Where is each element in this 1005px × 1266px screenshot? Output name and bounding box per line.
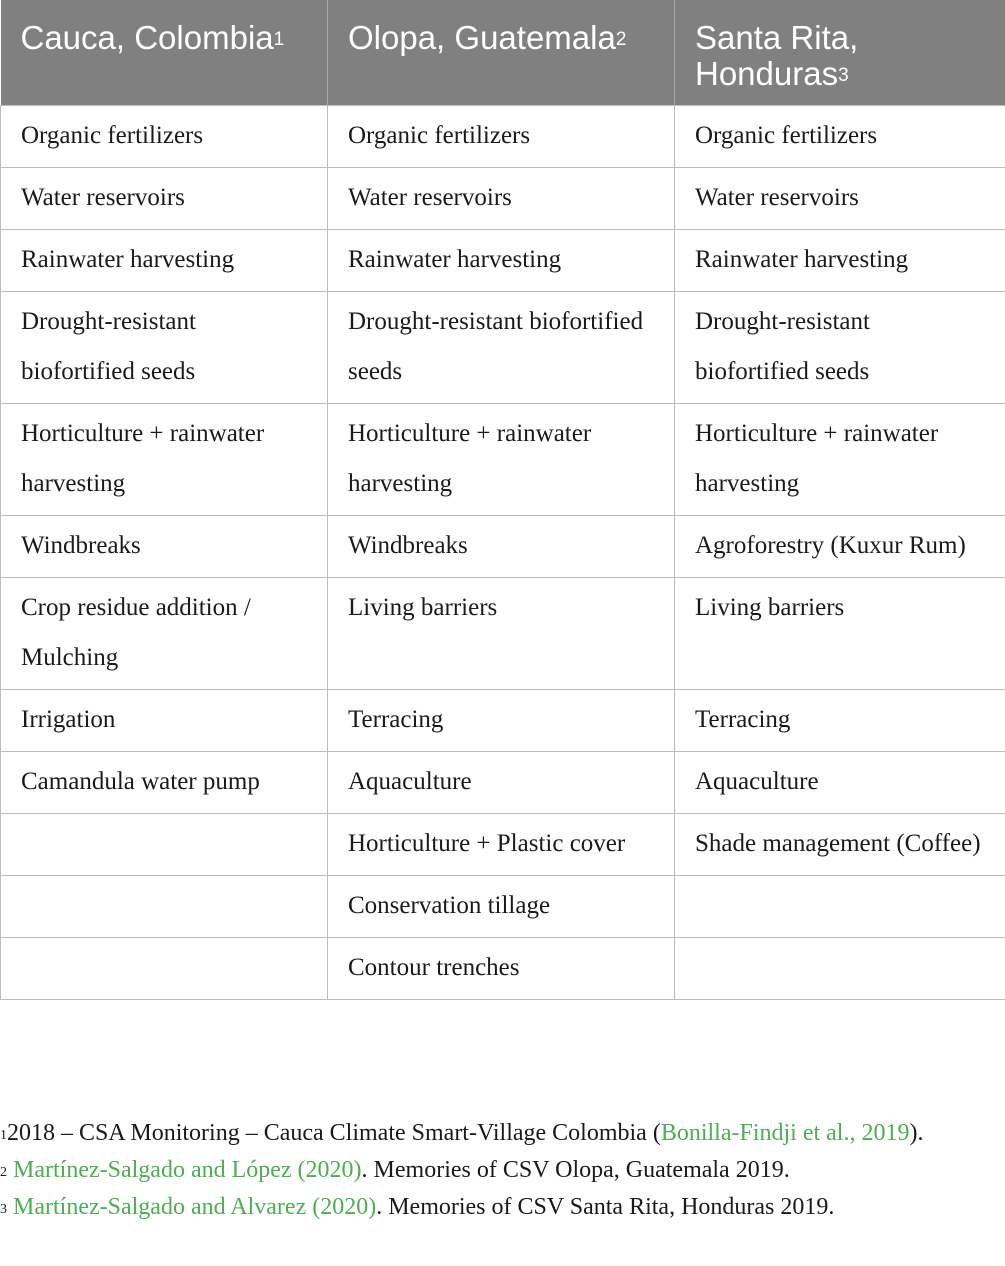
table-cell: Aquaculture xyxy=(328,752,675,814)
table-cell: Camandula water pump xyxy=(1,752,328,814)
table-cell xyxy=(675,938,1005,1000)
table-row xyxy=(1,578,1005,690)
table-cell: Rainwater harvesting xyxy=(328,230,675,292)
header-santa-rita: Santa Rita, Honduras$^3$ xyxy=(675,0,1005,106)
footnote-ref: 3 xyxy=(838,65,849,86)
header-row xyxy=(1,0,1005,106)
table-cell: Organic fertilizers xyxy=(328,106,675,168)
table-cell: Drought-resistant biofortified seeds xyxy=(328,292,675,404)
table-row xyxy=(1,106,1005,168)
citation-link[interactable]: Martínez-Salgado and Alvarez (2020) xyxy=(13,1194,377,1220)
table-cell: Water reservoirs xyxy=(1,168,328,230)
table-cell: Horticulture + Plastic cover xyxy=(328,814,675,876)
table-cell: Windbreaks xyxy=(328,516,675,578)
citation-link[interactable]: Bonilla-Findji et al., 2019 xyxy=(660,1120,910,1146)
table-cell: Shade management (Coffee) xyxy=(675,814,1005,876)
table-cell xyxy=(1,938,328,1000)
table-cell: Conservation tillage xyxy=(328,876,675,938)
table-cell: Drought-resistant biofortified seeds xyxy=(1,292,328,404)
table-row xyxy=(1,690,1005,752)
table-cell: Horticulture + rainwater harvesting xyxy=(328,404,675,516)
footnote-3: $^3$ Martínez-Salgado and Alvarez (2020). Memories of CSV Santa Rita, Honduras 2019. xyxy=(0,1194,835,1220)
table-row xyxy=(1,292,1005,404)
footnote-ref: 2 xyxy=(615,29,627,50)
table-cell: Rainwater harvesting xyxy=(675,230,1005,292)
table-cell: Organic fertilizers xyxy=(1,106,328,168)
table-cell: Contour trenches xyxy=(328,938,675,1000)
table-cell: Aquaculture xyxy=(675,752,1005,814)
table-cell: Agroforestry (Kuxur Rum) xyxy=(675,516,1005,578)
citation-link[interactable]: Martínez-Salgado and López (2020) xyxy=(13,1157,362,1183)
footnote-ref: 1 xyxy=(273,29,285,50)
table-cell: Terracing xyxy=(675,690,1005,752)
table-row xyxy=(1,168,1005,230)
footnotes xyxy=(0,1115,1005,1226)
header-cauca: Cauca, Colombia$^1$ xyxy=(1,0,328,106)
table-row xyxy=(1,938,1005,1000)
table-row xyxy=(1,814,1005,876)
table-row xyxy=(1,516,1005,578)
table-row xyxy=(1,876,1005,938)
table-row xyxy=(1,230,1005,292)
table-cell: Windbreaks xyxy=(1,516,328,578)
table-cell: Living barriers xyxy=(328,578,675,690)
table-row xyxy=(1,752,1005,814)
table-cell xyxy=(1,876,328,938)
footnote-1: $^1$2018 – CSA Monitoring – Cauca Climate Smart-Village Colombia (Bonilla-Findji et al., 2019). xyxy=(0,1120,924,1146)
footnote-2: $^2$ Martínez-Salgado and López (2020). Memories of CSV Olopa, Guatemala 2019. xyxy=(0,1157,790,1183)
header-olopa: Olopa, Guatemala$^2$ xyxy=(328,0,675,106)
table-cell xyxy=(1,814,328,876)
table-cell: Drought-resistant biofortified seeds xyxy=(675,292,1005,404)
table-cell: Organic fertilizers xyxy=(675,106,1005,168)
table-cell: Crop residue addition / Mulching xyxy=(1,578,328,690)
table-row xyxy=(1,404,1005,516)
table-cell: Horticulture + rainwater harvesting xyxy=(1,404,328,516)
table-cell: Irrigation xyxy=(1,690,328,752)
table-cell: Horticulture + rainwater harvesting xyxy=(675,404,1005,516)
table-cell: Water reservoirs xyxy=(675,168,1005,230)
table-cell: Rainwater harvesting xyxy=(1,230,328,292)
table-cell xyxy=(675,876,1005,938)
table-cell: Water reservoirs xyxy=(328,168,675,230)
table-cell: Living barriers xyxy=(675,578,1005,690)
table-cell: Terracing xyxy=(328,690,675,752)
